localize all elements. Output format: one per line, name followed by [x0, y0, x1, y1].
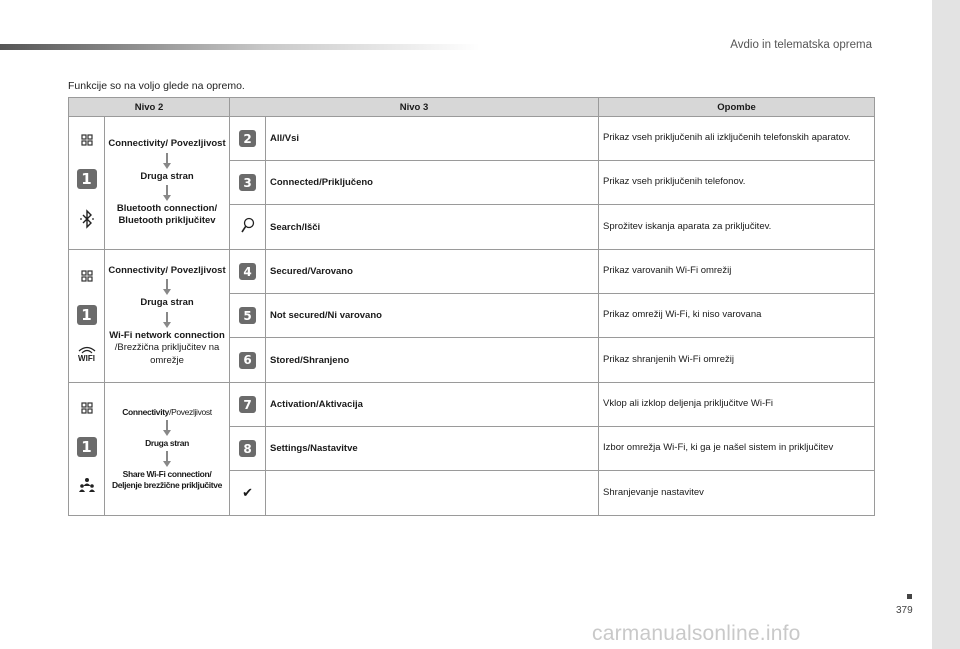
side-margin-strip [932, 0, 960, 649]
option-label: Stored/Shranjeno [266, 338, 599, 383]
down-arrow-icon [107, 185, 227, 201]
path-step-connectivity: Connectivity/ Povezljivost [108, 265, 226, 277]
option-note: Prikaz varovanih Wi-Fi omrežij [599, 250, 875, 294]
down-arrow-icon [107, 279, 227, 295]
apps-icon [81, 402, 93, 417]
page-marker [907, 594, 912, 599]
navigation-path-share-wifi [105, 383, 230, 516]
option-label: Connected/Priključeno [266, 161, 599, 205]
option-label: Search/Išči [266, 205, 599, 250]
path-step-wifi-en: Wi-Fi network connection [109, 329, 225, 341]
path-step-wifi-network [107, 330, 227, 367]
group-icons [69, 117, 105, 250]
navigation-path-wifi [105, 250, 230, 383]
path-step-connectivity-en: Connectivity [122, 406, 170, 417]
table-row [69, 383, 875, 427]
intro-text: Funkcije so na voljo glede na opremo. [68, 80, 245, 92]
path-step-druga-stran: Druga stran [145, 437, 189, 448]
step-badge-5: 5 [239, 307, 256, 324]
page-number: 379 [896, 605, 913, 616]
option-note: Prikaz omrežij Wi-Fi, ki niso varovana [599, 294, 875, 338]
header-nivo-3: Nivo 3 [230, 98, 599, 117]
step-badge-8: 8 [239, 440, 256, 457]
table-row [69, 117, 875, 161]
step-badge-6: 6 [239, 352, 256, 369]
path-step-druga-stran: Druga stran [140, 297, 194, 309]
option-label: Not secured/Ni varovano [266, 294, 599, 338]
step-badge-7: 7 [239, 396, 256, 413]
option-label [266, 471, 599, 516]
marker-cell [230, 383, 266, 427]
checkmark-icon: ✔ [242, 485, 253, 500]
marker-cell [230, 205, 266, 250]
step-badge-2: 2 [239, 130, 256, 147]
table-header-row [69, 98, 875, 117]
marker-cell [230, 427, 266, 471]
path-step-bluetooth: Bluetooth connection/ Bluetooth priključitev [116, 203, 218, 227]
header-nivo-2: Nivo 2 [69, 98, 230, 117]
option-label: All/Vsi [266, 117, 599, 161]
marker-cell [230, 471, 266, 516]
step-badge-4: 4 [239, 263, 256, 280]
marker-cell [230, 161, 266, 205]
option-note: Vklop ali izklop deljenja priključitve Wi-Fi [599, 383, 875, 427]
marker-cell [230, 294, 266, 338]
group-icons [69, 383, 105, 516]
option-note: Sprožitev iskanja aparata za priključitev. [599, 205, 875, 250]
down-arrow-icon [107, 153, 227, 169]
wifi-icon [77, 345, 97, 363]
path-step-connectivity-sl: /Povezljivost [169, 406, 212, 417]
watermark: carmanualsonline.info [592, 622, 801, 645]
path-step-connectivity [107, 407, 227, 418]
path-step-connectivity: Connectivity/ Povezljivost [108, 138, 226, 150]
navigation-path-bluetooth [105, 117, 230, 250]
step-badge-1: 1 [77, 437, 97, 457]
marker-cell [230, 117, 266, 161]
option-note: Izbor omrežja Wi-Fi, ki ga je našel sistem in priključitev [599, 427, 875, 471]
bluetooth-icon [79, 209, 95, 232]
step-badge-1: 1 [77, 169, 97, 189]
option-note: Prikaz shranjenih Wi-Fi omrežij [599, 338, 875, 383]
marker-cell [230, 250, 266, 294]
path-step-wifi-sl: /Brezžična priključitev na omrežje [114, 342, 220, 366]
wifi-label: WIFI [78, 353, 95, 363]
step-badge-3: 3 [239, 174, 256, 191]
option-label: Settings/Nastavitve [266, 427, 599, 471]
share-connection-icon [78, 477, 96, 496]
down-arrow-icon [107, 312, 227, 328]
down-arrow-icon [107, 420, 227, 436]
header-gradient-bar [0, 44, 480, 50]
option-label: Activation/Aktivacija [266, 383, 599, 427]
search-icon [240, 227, 256, 238]
header-opombe: Opombe [599, 98, 875, 117]
option-label: Secured/Varovano [266, 250, 599, 294]
table-row [69, 250, 875, 294]
apps-icon [81, 270, 93, 285]
apps-icon [81, 134, 93, 149]
option-note: Prikaz vseh priključenih ali izključenih telefonskih aparatov. [599, 117, 875, 161]
path-step-share-wifi: Share Wi-Fi connection/ Deljenje brezžične priključitve [111, 469, 223, 491]
option-note: Shranjevanje nastavitev [599, 471, 875, 516]
marker-cell [230, 338, 266, 383]
group-icons [69, 250, 105, 383]
path-step-druga-stran: Druga stran [140, 170, 194, 182]
option-note: Prikaz vseh priključenih telefonov. [599, 161, 875, 205]
down-arrow-icon [107, 451, 227, 467]
settings-table [68, 97, 875, 516]
step-badge-1: 1 [77, 305, 97, 325]
section-title: Avdio in telematska oprema [730, 39, 872, 51]
